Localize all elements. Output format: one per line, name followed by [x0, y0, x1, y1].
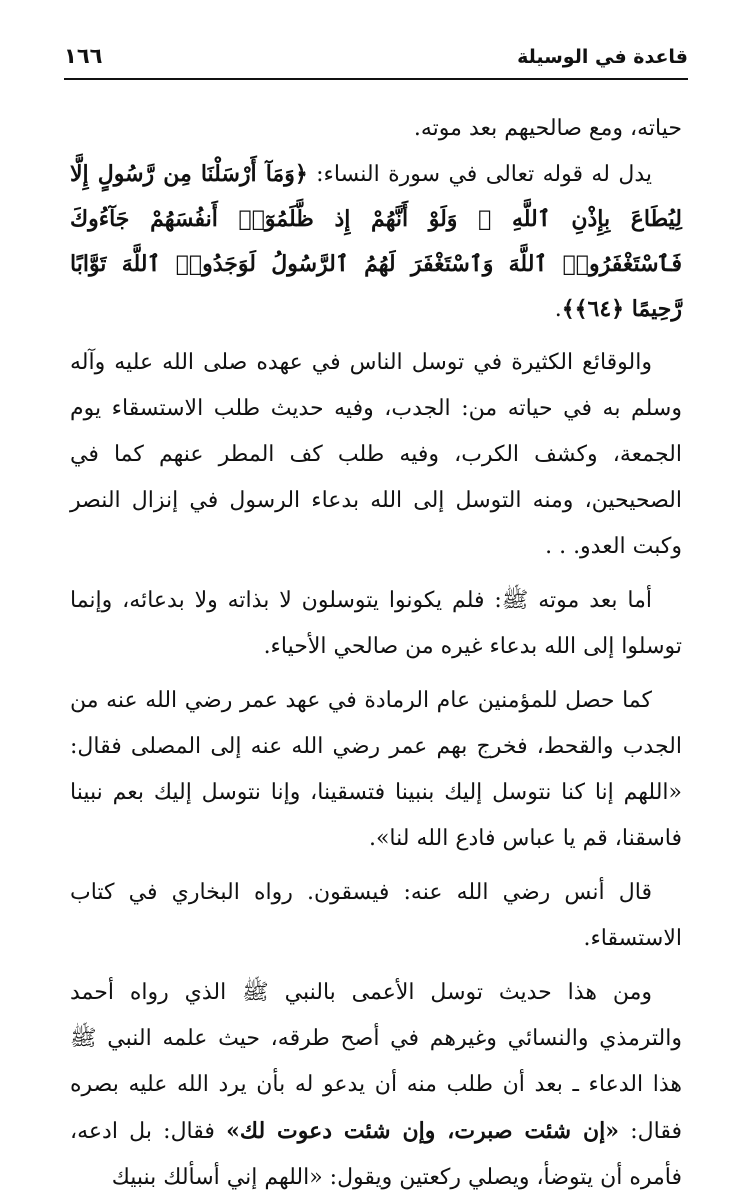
- paragraph-events: والوقائع الكثيرة في توسل الناس في عهده صلى الله عليه وآله وسلم به في حياته من: الجدب، وفيه حديث طلب الاستسقاء يوم الجمعة، وكشف الكرب، وفيه طلب كف المطر عنهم كما في الصحيحين، ومنه التوسل إلى الله بدعاء الرسول في إنزال النصر وكبت العدو. . .: [70, 350, 682, 559]
- paragraph-anas-narration: قال أنس رضي الله عنه: فيسقون. رواه البخاري في كتاب الاستسقاء.: [70, 880, 682, 951]
- page-body: [70, 106, 682, 1201]
- paragraph-blind-man-hadith: [70, 970, 682, 1201]
- hadith-text-after: فقال: بل ادعه، فأمره أن يتوضأ، ويصلي ركعتين ويقول: «اللهم إني أسألك بنبيك: [70, 1119, 682, 1190]
- hadith-text-before: ومن هذا حديث توسل الأعمى بالنبي ﷺ الذي رواه أحمد والترمذي والنسائي وغيرهم في أصح طرقه، حيث علمه النبي ﷺ هذا الدعاء ـ بعد أن طلب منه أن يدعو له بأن يرد الله عليه بصره فقال:: [70, 980, 683, 1144]
- quran-verse: ﴿وَمَآ أَرْسَلْنَا مِن رَّسُولٍ إِلَّا لِيُطَاعَ بِإِذْنِ ٱللَّهِ ۚ وَلَوْ أَنَّهُمْ إِذ ظَّلَمُوٓا۟ أَنفُسَهُمْ جَآءُوكَ فَٱسْتَغْفَرُوا۟ ٱللَّهَ وَٱسْتَغْفَرَ لَهُمُ ٱلرَّسُولُ لَوَجَدُوا۟ ٱللَّهَ تَوَّابًا رَّحِيمًا ﴿٦٤﴾﴾: [70, 161, 682, 322]
- verse-intro: يدل له قوله تعالى في سورة النساء:: [316, 162, 652, 187]
- paragraph-verse-citation: [70, 152, 682, 332]
- paragraph-continuation: حياته، ومع صالحيهم بعد موته.: [413, 116, 682, 141]
- verse-end-punctuation: .: [554, 297, 562, 322]
- hadith-bold-quote: «إن شئت صبرت، وإن شئت دعوت لك»: [226, 1118, 620, 1144]
- page-number: ١٦٦: [64, 44, 103, 68]
- page-header: [64, 40, 688, 80]
- paragraph-after-death: أما بعد موته ﷺ: فلم يكونوا يتوسلون لا بذاته ولا بدعائه، وإنما توسلوا إلى الله بدعاء غيره من صالحي الأحياء.: [70, 588, 682, 659]
- running-title: قاعدة في الوسيلة: [517, 46, 688, 68]
- paragraph-ramada-year: كما حصل للمؤمنين عام الرمادة في عهد عمر رضي الله عنه من الجدب والقحط، فخرج بهم عمر رضي الله عنه إلى المصلى فقال: «اللهم إنا كنا نتوسل إليك بنبينا فتسقينا، وإنا نتوسل إليك بعم نبينا فاسقنا، قم يا عباس فادع الله لنا».: [70, 688, 682, 851]
